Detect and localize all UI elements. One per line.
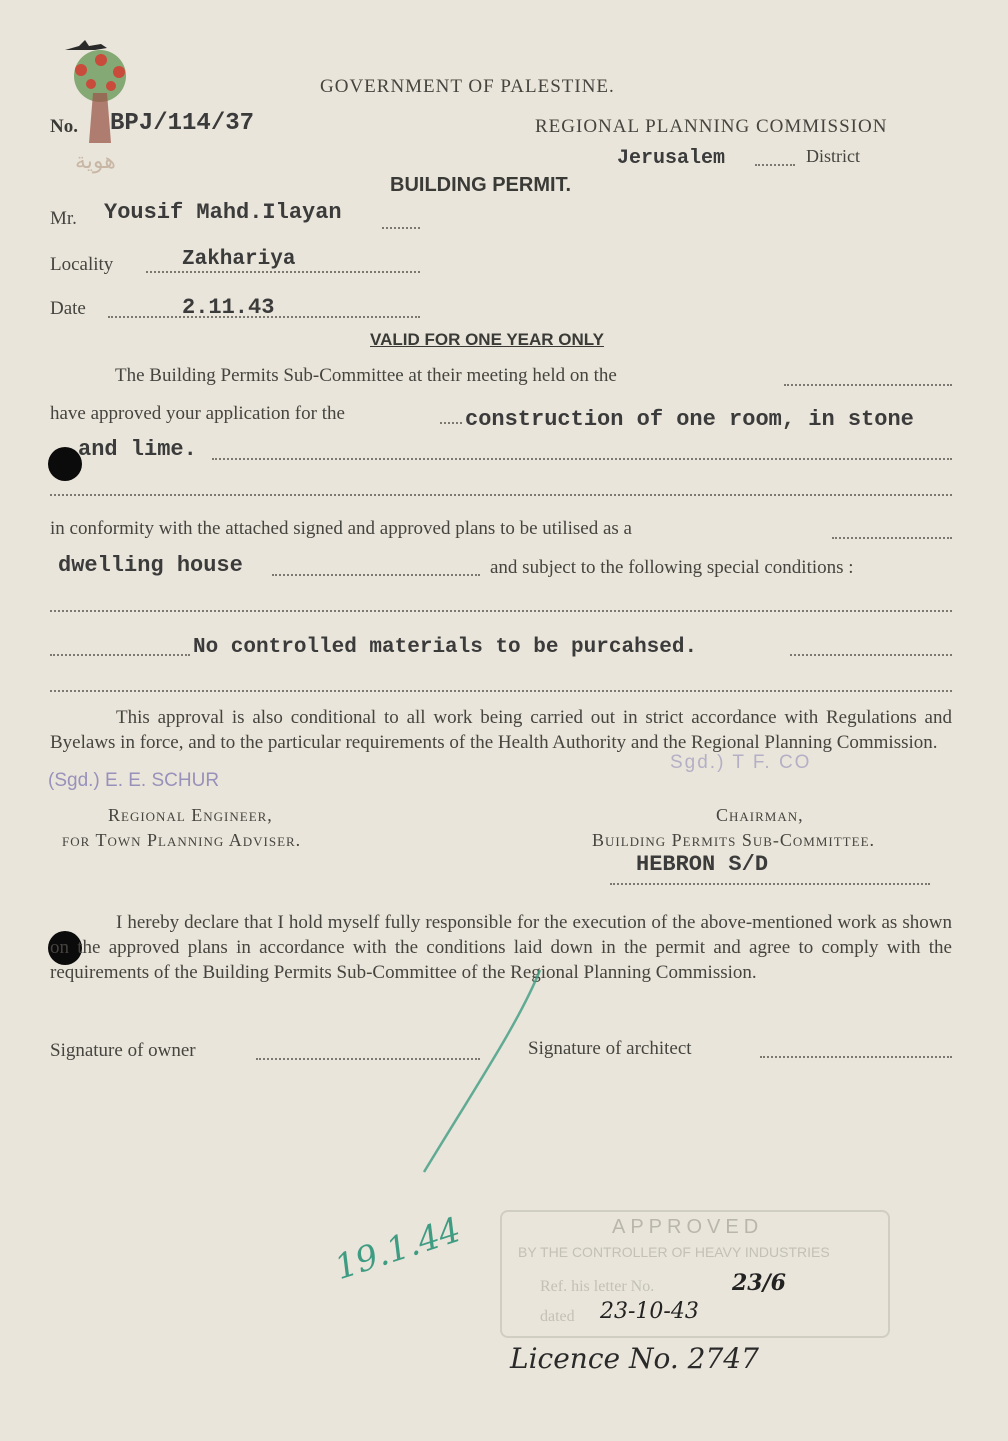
architect-signature-dots xyxy=(760,1056,952,1058)
line3-dots xyxy=(212,458,952,460)
date-label: Date xyxy=(50,298,86,319)
body-line-2-prefix: have approved your application for the xyxy=(50,403,345,424)
permit-title: BUILDING PERMIT. xyxy=(390,174,572,196)
condition-value: No controlled materials to be purcahsed. xyxy=(193,636,698,659)
condition-dots-left xyxy=(50,654,190,656)
condition-dots-right xyxy=(790,654,952,656)
left-title-2: for Town Planning Adviser. xyxy=(62,830,302,850)
locality-label: Locality xyxy=(50,254,114,275)
right-signature-stamp: Sgd.) T F. CO xyxy=(670,752,812,773)
district-dots xyxy=(755,164,795,166)
line4-dots xyxy=(832,537,952,539)
handwritten-date: 19.1.44 xyxy=(330,1209,466,1289)
approved-stamp-ref-label: Ref. his letter No. xyxy=(540,1278,655,1295)
approval-paragraph: This approval is also conditional to all work being carried out in strict accordance with Regulations and Byelaws in force, and to the particular requirements of the Health Authority and the Regional Planning Commission. xyxy=(50,707,952,753)
blank-line-dots-3 xyxy=(50,690,952,692)
district-value: Jerusalem xyxy=(617,147,726,170)
mr-value: Yousif Mahd.Ilayan xyxy=(104,200,342,225)
government-heading: GOVERNMENT OF PALESTINE. xyxy=(320,76,615,97)
line2-dots xyxy=(440,422,462,424)
valid-note: VALID FOR ONE YEAR ONLY xyxy=(370,330,604,349)
body-line-4: in conformity with the attached signed and approved plans to be utilised as a xyxy=(50,518,632,539)
body-line-2-value: construction of one room, in stone xyxy=(465,407,914,432)
locality-value: Zakhariya xyxy=(182,248,296,271)
body-line-5-suffix: and subject to the following special conditions : xyxy=(490,557,854,578)
body-line-1: The Building Permits Sub-Committee at their meeting held on the xyxy=(115,365,617,386)
permit-number-label: No. xyxy=(50,116,78,137)
blank-line-dots-1 xyxy=(50,494,952,496)
left-signature-stamp: (Sgd.) E. E. SCHUR xyxy=(48,770,220,791)
line5-dots xyxy=(272,574,480,576)
approved-stamp-ref-value: 23/6 xyxy=(732,1270,786,1296)
punch-hole-1 xyxy=(48,447,82,481)
architect-signature-label: Signature of architect xyxy=(528,1038,692,1059)
right-title-2: Building Permits Sub-Committee. xyxy=(592,830,876,850)
body-line-5-value: dwelling house xyxy=(58,553,243,578)
line1-dots xyxy=(784,384,952,386)
approved-stamp-title: APPROVED xyxy=(612,1216,764,1238)
mr-label: Mr. xyxy=(50,208,77,229)
permit-number-value: BPJ/114/37 xyxy=(110,110,255,137)
mr-dots xyxy=(382,227,420,229)
right-title-1: Chairman, xyxy=(716,805,804,825)
right-signature-dots xyxy=(610,883,930,885)
district-label: District xyxy=(806,146,860,166)
licence-number: Licence No. 2747 xyxy=(510,1342,759,1375)
locality-dots xyxy=(146,271,420,273)
watermark-text: هوية xyxy=(75,148,116,173)
owner-signature-label: Signature of owner xyxy=(50,1040,196,1061)
approved-stamp-dated-label: dated xyxy=(540,1308,575,1325)
body-line-3-value: and lime. xyxy=(78,437,197,462)
approved-stamp-by: BY THE CONTROLLER OF HEAVY INDUSTRIES xyxy=(518,1244,830,1260)
approved-stamp-dated-value: 23-10-43 xyxy=(600,1299,699,1324)
date-value: 2.11.43 xyxy=(182,295,275,320)
left-title-1: Regional Engineer, xyxy=(108,805,273,825)
declaration-paragraph: I hereby declare that I hold myself fully responsible for the execution of the above-mentioned work as shown on the approved plans in accordance with the conditions laid down in the permit and agree to comply with the requirements of the Building Permits Sub-Committee of the Regional Planning Commission. xyxy=(50,912,952,983)
ink-stroke xyxy=(410,960,570,1180)
blank-line-dots-2 xyxy=(50,610,952,612)
commission-heading: REGIONAL PLANNING COMMISSION xyxy=(535,116,888,137)
right-signature-value: HEBRON S/D xyxy=(636,852,769,877)
